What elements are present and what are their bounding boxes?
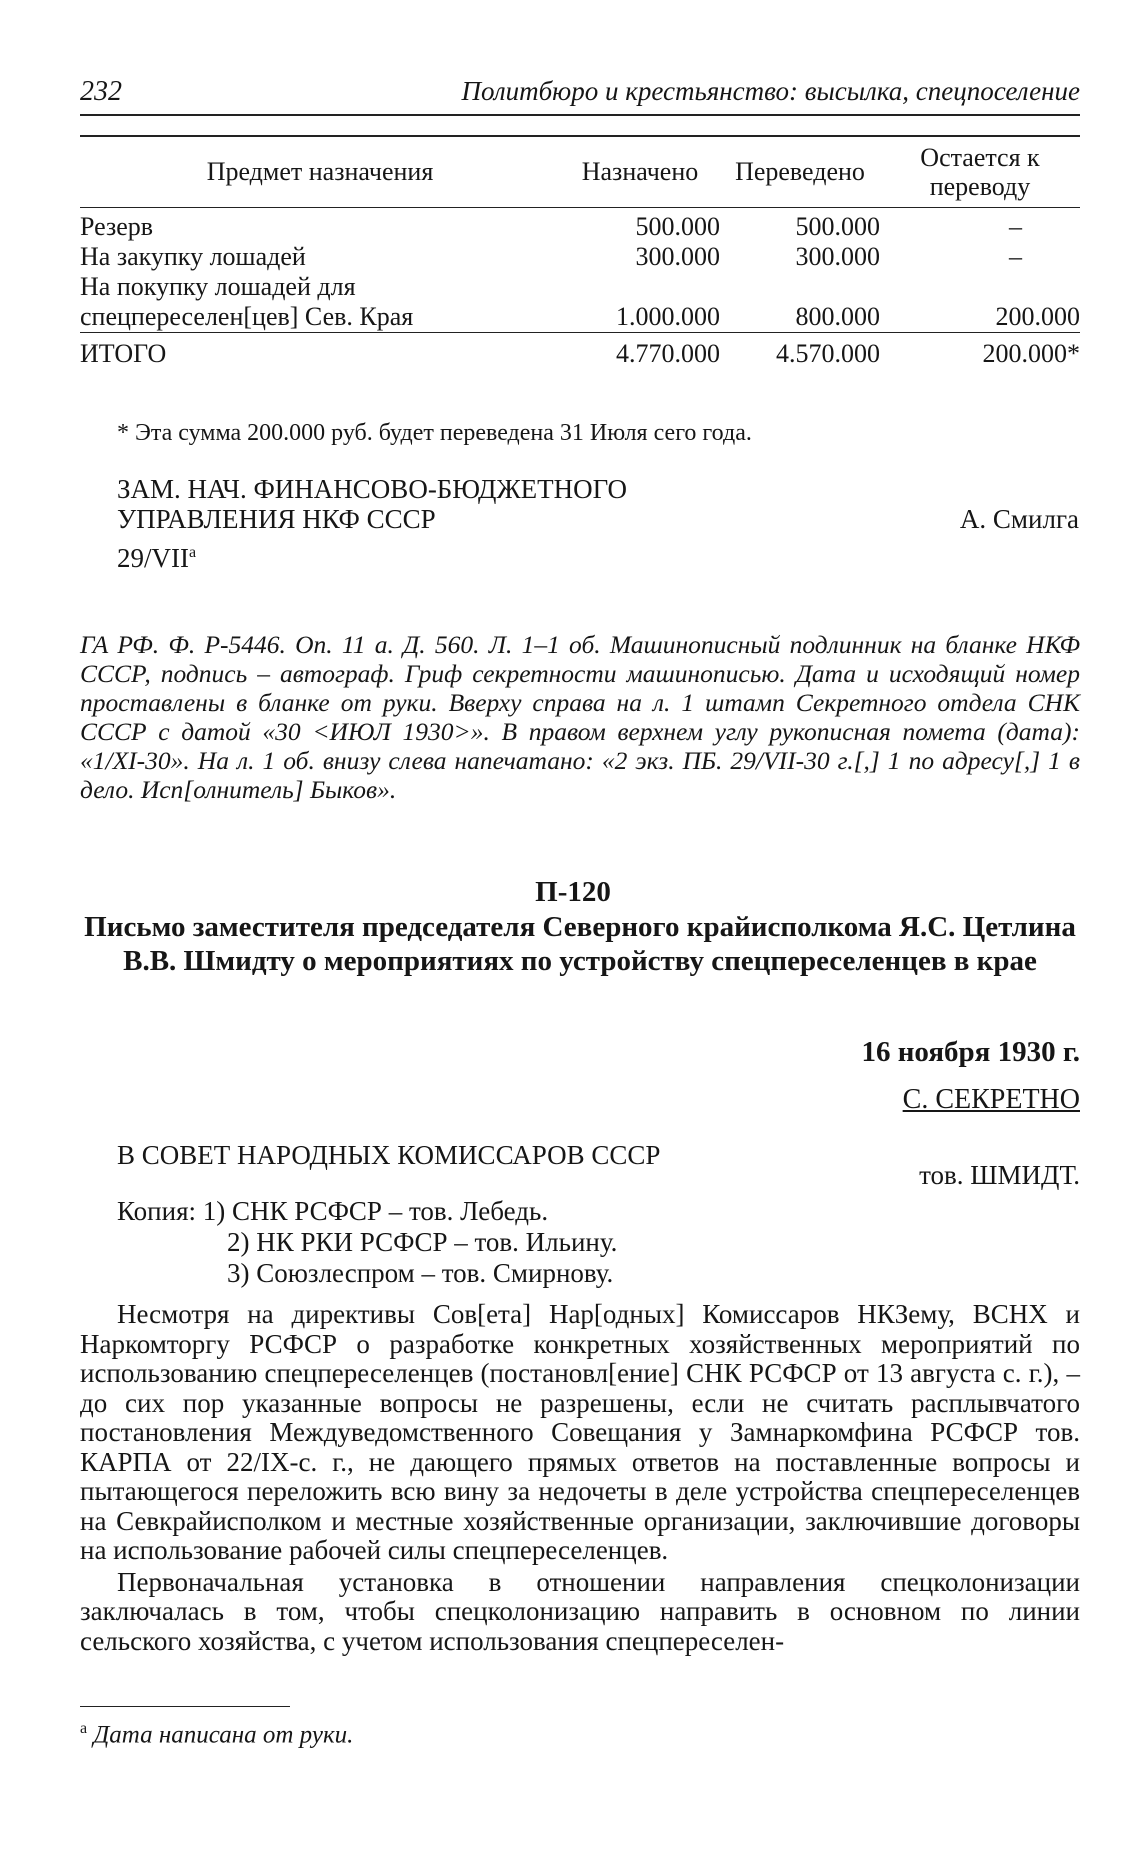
running-header <box>80 76 1080 116</box>
signature-block <box>117 474 1079 573</box>
table-row <box>80 242 1080 272</box>
footnote-divider <box>80 1706 290 1707</box>
table-row <box>80 272 1080 333</box>
cell-remaining: 200.000 <box>995 302 1080 331</box>
addressee: В СОВЕТ НАРОДНЫХ КОМИССАРОВ СССР <box>117 1140 661 1170</box>
table-header-row <box>80 136 1080 208</box>
signature-date: 29/VII <box>117 543 189 573</box>
footnote-mark: а <box>188 544 197 561</box>
classification-stamp: С. СЕКРЕТНО <box>902 1084 1080 1115</box>
cell-remaining-text: – <box>1009 242 1022 271</box>
footnote-text: Дата написана от руки. <box>93 1721 354 1749</box>
copy-line: Копия: 1) СНК РСФСР – тов. Лебедь. <box>117 1196 549 1226</box>
signature-position: ЗАМ. НАЧ. ФИНАНСОВО-БЮДЖЕТНОГО <box>117 474 628 504</box>
cell-subject: Резерв <box>80 212 154 241</box>
column-header: Назначено <box>581 157 699 186</box>
column-header <box>880 136 1080 208</box>
copy-line: 2) НК РКИ РСФСР – тов. Ильину. <box>227 1227 618 1257</box>
cell-remaining-text: – <box>1009 212 1022 241</box>
copies-list <box>117 1196 617 1289</box>
table-footnote: * Эта сумма 200.000 руб. будет переведена 31 Июля сего года. <box>117 420 752 446</box>
signature-date-line <box>117 538 1079 573</box>
cell-assigned: 1.000.000 <box>616 302 720 331</box>
cell-transferred: 500.000 <box>795 212 880 241</box>
cell-assigned: 4.770.000 <box>616 339 720 368</box>
signature-name: А. Смилга <box>959 504 1079 534</box>
table-total-row <box>80 333 1080 370</box>
page-footnote <box>80 1720 353 1749</box>
copy-line: 3) Союзлеспром – тов. Смирнову. <box>227 1258 614 1288</box>
cell-transferred: 4.570.000 <box>776 339 880 368</box>
page-number: 232 <box>80 76 122 107</box>
cell-remaining: 200.000* <box>982 339 1080 368</box>
cell-remaining <box>880 208 1080 243</box>
addressee-person: тов. ШМИДТ. <box>919 1160 1080 1190</box>
cell-transferred: 300.000 <box>795 242 880 271</box>
cell-subject: На покупку лошадей для спецпереселен[цев] Сев. Края <box>80 272 414 331</box>
cell-assigned: 500.000 <box>635 212 720 241</box>
column-header: Предмет назначения <box>206 157 434 186</box>
funds-table <box>80 135 1080 369</box>
body-paragraph: Первоначальная установка в отношении направления спецколонизации заключалась в том, чтобы спецколонизацию направить в основном по линии сельского хозяйства, с учетом использования спецпереселен- <box>80 1566 1080 1656</box>
document-date: 16 ноября 1930 г. <box>861 1036 1080 1068</box>
footnote-mark: а <box>80 1720 88 1737</box>
table-row <box>80 208 1080 243</box>
signature-row <box>117 504 1079 534</box>
letter-body <box>80 1300 1080 1656</box>
column-header-text: Остается к переводу <box>920 143 1040 201</box>
cell-subject: На закупку лошадей <box>80 242 306 271</box>
running-title: Политбюро и крестьянство: высылка, спецпоселение <box>461 76 1080 106</box>
document-number: П-120 <box>535 876 611 908</box>
column-header: Переведено <box>735 157 865 186</box>
cell-transferred: 800.000 <box>795 302 880 331</box>
cell-subject: ИТОГО <box>80 339 167 368</box>
document-title: Письмо заместителя председателя Северного крайисполкома Я.С. Цетлина В.В. Шмидту о мероприятиях по устройству спецпереселенцев в крае <box>84 911 1076 977</box>
body-paragraph: Несмотря на директивы Сов[ета] Нар[одных] Комиссаров НКЗему, ВСНХ и Наркомторгу РСФСР о разработке конкретных хозяйственных мероприятий по использованию спецпереселенцев (постановл[ение] СНК РСФСР от 13 августа с. г.), – до сих пор указанные вопросы не разрешены, если не считать расплывчатого постановления Междуведомственного Совещания у Замнаркомфина РСФСР тов. КАРПА от 22/IX-с. г., не дающего прямых ответов на поставленные вопросы и пытающегося переложить всю вину за недочеты в деле устройства спецпереселенцев на Севкрайисполком и местные хозяйственные организации, заключившие договоры на использование рабочей силы спецпереселенцев. <box>80 1299 1080 1565</box>
signature-position: УПРАВЛЕНИЯ НКФ СССР <box>117 504 436 534</box>
archival-note: ГА РФ. Ф. Р-5446. Оп. 11 а. Д. 560. Л. 1–1 об. Машинописный подлинник на бланке НКФ СССР, подпись – автограф. Гриф секретности машинописью. Дата и исходящий номер проставлены в бланке от руки. Вверху справа на л. 1 штамп Секретного отдела СНК СССР с датой «30 <ИЮЛ 1930>». В правом верхнем углу рукописная помета (дата): «1/XI-30». На л. 1 об. внизу слева напечатано: «2 экз. ПБ. 29/VII-30 г.[,] 1 по адресу[,] 1 в дело. Исп[олнитель] Быков». <box>80 630 1080 804</box>
cell-assigned: 300.000 <box>635 242 720 271</box>
cell-remaining <box>880 242 1080 272</box>
